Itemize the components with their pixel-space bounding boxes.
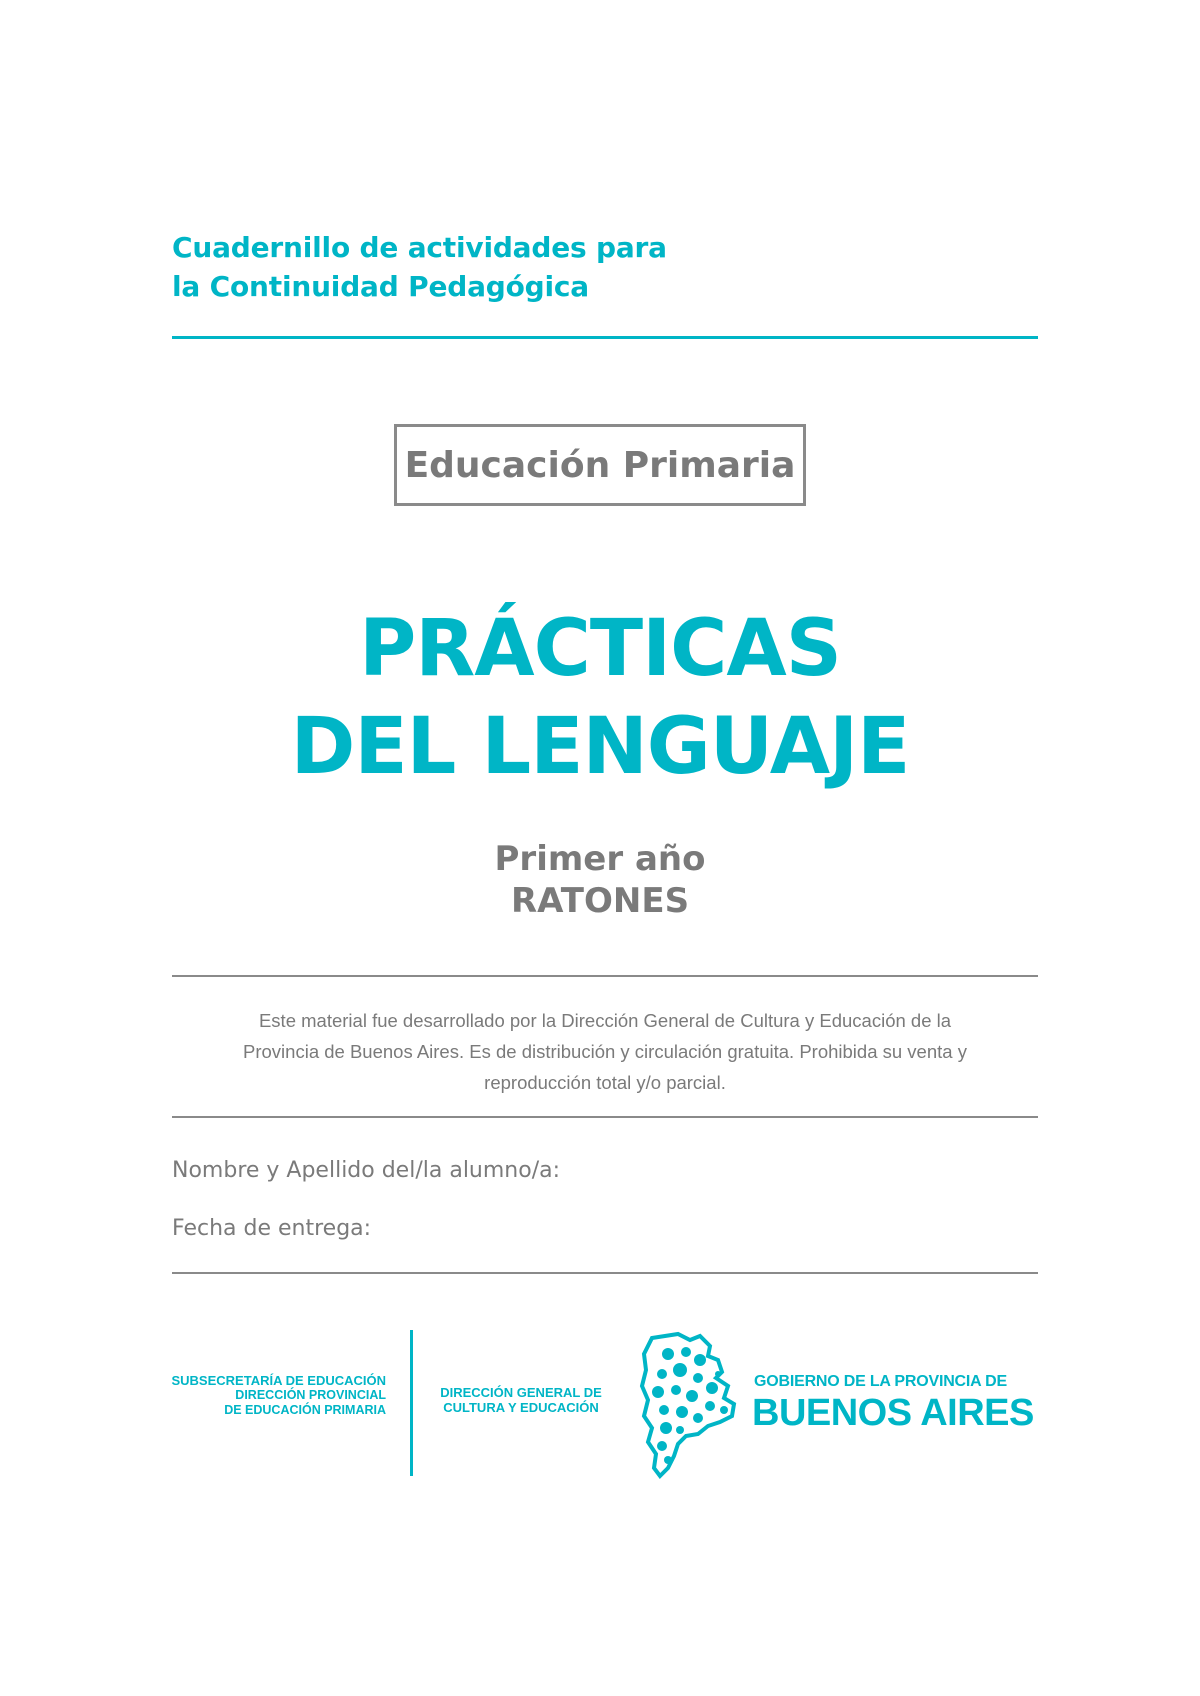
buenos-aires-wordmark: BUENOS AIRES [752,1392,1034,1434]
gobierno-label: GOBIERNO DE LA PROVINCIA DE [754,1373,1007,1390]
subsecretaria-logo [150,1373,386,1418]
subsecretaria-line-2: DIRECCIÓN PROVINCIAL [235,1388,386,1402]
direccion-line-2: CULTURA Y EDUCACIÓN [443,1400,599,1415]
student-name-label: Nombre y Apellido del/la alumno/a: [172,1158,561,1183]
grade-subtitle [0,838,1200,922]
main-title [0,600,1200,796]
booklet-header [172,228,667,306]
subsecretaria-line-3: DE EDUCACIÓN PRIMARIA [224,1403,386,1417]
education-level-label: Educación Primaria [404,444,796,486]
buenos-aires-map-icon [638,1330,738,1480]
direccion-general-logo [426,1385,616,1415]
divider-upper [172,975,1038,977]
disclaimer-line-2: Provincia de Buenos Aires. Es de distribución y circulación gratuita. Prohibida su venta y [243,1041,967,1062]
logo-separator [410,1330,413,1476]
disclaimer-line-1: Este material fue desarrollado por la Dirección General de Cultura y Educación de la [258,1010,952,1031]
direccion-line-1: DIRECCIÓN GENERAL DE [440,1385,602,1400]
group-label: RATONES [510,881,690,921]
disclaimer-line-3: reproducción total y/o parcial. [484,1072,726,1093]
header-line-2: la Continuidad Pedagógica [172,270,589,303]
divider-lower [172,1272,1038,1274]
title-line-2: DEL LENGUAJE [290,702,910,792]
grade-label: Primer año [494,839,706,879]
disclaimer-text [172,1005,1038,1098]
header-line-1: Cuadernillo de actividades para [172,231,667,264]
title-line-1: PRÁCTICAS [359,604,841,694]
header-divider [172,336,1038,339]
divider-middle [172,1116,1038,1118]
education-level-box [394,424,806,506]
delivery-date-label: Fecha de entrega: [172,1216,372,1241]
subsecretaria-line-1: SUBSECRETARÍA DE EDUCACIÓN [171,1373,386,1388]
